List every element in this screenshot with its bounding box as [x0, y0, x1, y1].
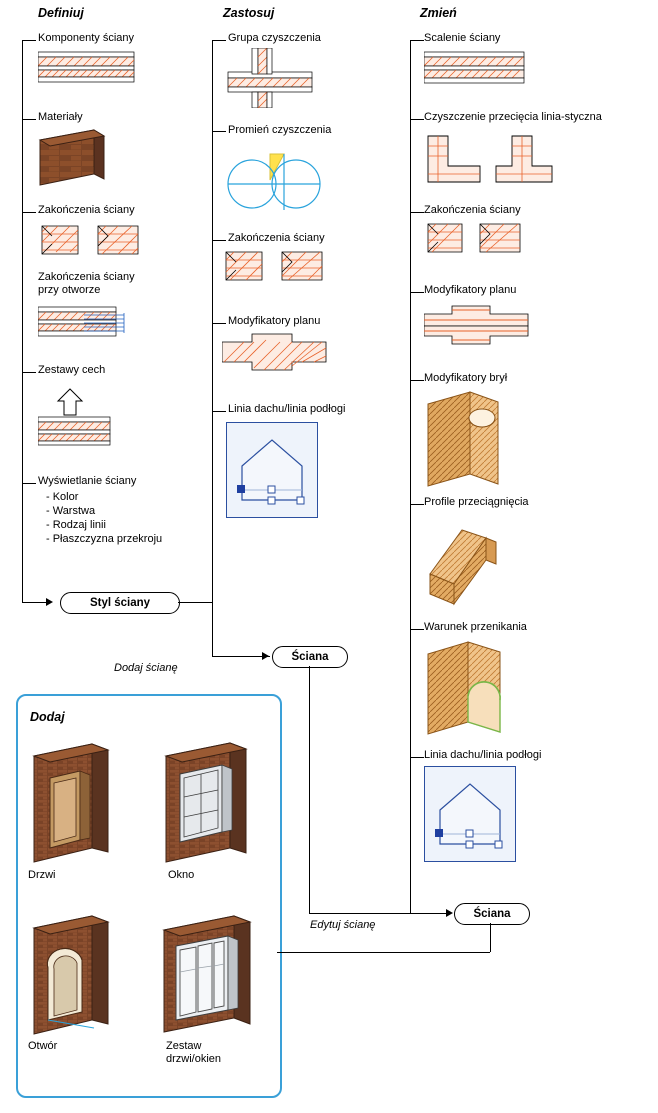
definiuj-branch-5: [22, 372, 36, 373]
wall-endcaps-icon-zastosuj: [222, 248, 332, 290]
plan-modifiers-icon-zmien: [424, 302, 532, 350]
wall-endcaps-icon: [38, 220, 148, 262]
zastosuj-item-label-1: Promień czyszczenia: [228, 124, 332, 136]
dodaj-item-label-1: Okno: [168, 869, 195, 881]
zmien-item-label-4: Modyfikatory brył: [424, 372, 508, 384]
brick-material-icon: [38, 128, 108, 188]
wall-opening-endcap-icon: [38, 303, 138, 349]
definiuj-to-node: [22, 602, 46, 603]
zmien-branch-6: [410, 504, 424, 505]
property-sets-icon: [38, 385, 118, 447]
zmien-item-label-7: Linia dachu/linia podłogi: [424, 749, 542, 761]
sciana-node-arrow-2: [446, 909, 453, 917]
zastosuj-branch-3: [212, 240, 226, 241]
dodaj-item-label-2: Otwór: [28, 1040, 58, 1052]
wall-merge-icon: [424, 48, 528, 88]
definiuj-item-label-5: Wyświetlanie ściany: [38, 475, 137, 487]
zastosuj-item-label-2: Zakończenia ściany: [228, 232, 325, 244]
wall-layers-icon: [38, 48, 138, 88]
node-sciana-1[interactable]: Ściana: [272, 646, 348, 668]
edge-label-edytuj-sciane: Edytuj ścianę: [310, 919, 376, 931]
zmien-branch-3: [410, 212, 424, 213]
zastosuj-branch-1: [212, 40, 226, 41]
definiuj-item-label-1: Materiały: [38, 111, 83, 123]
column-title-definiuj: Definiuj: [38, 6, 84, 20]
zastosuj-item-label-3: Modyfikatory planu: [228, 315, 321, 327]
wall-display-sub-3: - Płaszczyzna przekroju: [46, 533, 163, 545]
plan-modifiers-icon: [222, 332, 330, 376]
node-sciana-2[interactable]: Ściana: [454, 903, 530, 925]
zmien-item-label-2: Zakończenia ściany: [424, 204, 521, 216]
wall-endcaps-icon-zmien: [424, 220, 534, 262]
dodaj-item-label-3: Zestaw drzwi/okien: [166, 1040, 222, 1065]
definiuj-item-label-0: Komponenty ściany: [38, 32, 134, 44]
roofline-floorline-icon: [226, 422, 318, 518]
zastosuj-item-label-0: Grupa czyszczenia: [228, 32, 321, 44]
column-title-zastosuj: Zastosuj: [223, 6, 275, 20]
dodaj-to-sciana2-v: [490, 923, 491, 952]
cleanup-radius-icon: [222, 140, 332, 216]
zmien-branch-7: [410, 629, 424, 630]
door-thumbnail: [28, 740, 114, 865]
definiuj-node-arrow: [46, 598, 53, 606]
node-styl-sciany[interactable]: Styl ściany: [60, 592, 180, 614]
zmien-branch-5: [410, 380, 424, 381]
wall-display-sub-0: - Kolor: [46, 491, 79, 503]
dodaj-to-sciana2-h: [278, 952, 490, 953]
definiuj-spine: [22, 40, 23, 602]
definiuj-branch-1: [22, 40, 36, 41]
zmien-item-label-6: Warunek przenikania: [424, 621, 527, 633]
door-window-assembly-thumbnail: [158, 912, 258, 1037]
window-thumbnail: [160, 740, 256, 865]
definiuj-item-label-4: Zestawy cech: [38, 364, 106, 376]
zmien-to-node: [410, 913, 446, 914]
zmien-item-label-5: Profile przeciągnięcia: [424, 496, 529, 508]
roofline-floorline-icon-zmien: [424, 766, 516, 862]
zastosuj-branch-4: [212, 323, 226, 324]
definiuj-item-label-2: Zakończenia ściany: [38, 204, 135, 216]
dodaj-group-title: Dodaj: [30, 710, 65, 724]
interference-condition-icon: [424, 640, 520, 744]
zastosuj-branch-2: [212, 131, 226, 132]
zmien-spine: [410, 40, 411, 913]
zmien-item-label-1: Czyszczenie przecięcia linia-styczna: [424, 111, 602, 123]
definiuj-branch-2: [22, 119, 36, 120]
zmien-branch-1: [410, 40, 424, 41]
definiuj-branch-6: [22, 483, 36, 484]
line-tangent-cleanup-icon: [424, 132, 560, 188]
definiuj-item-label-3: Zakończenia ściany przy otworze: [38, 271, 135, 296]
zastosuj-branch-5: [212, 411, 226, 412]
cleanup-group-icon: [222, 48, 322, 108]
zastosuj-spine: [212, 40, 213, 656]
wall-display-sub-2: - Rodzaj linii: [46, 519, 106, 531]
styl-to-sciana-h: [178, 602, 212, 603]
edge-label-dodaj-sciane: Dodaj ścianę: [114, 662, 178, 674]
zmien-branch-4: [410, 292, 424, 293]
sciana1-down: [309, 666, 310, 913]
zmien-item-label-0: Scalenie ściany: [424, 32, 501, 44]
zmien-item-label-3: Modyfikatory planu: [424, 284, 517, 296]
definiuj-branch-3: [22, 212, 36, 213]
dodaj-item-label-0: Drzwi: [28, 869, 56, 881]
wall-display-sub-1: - Warstwa: [46, 505, 96, 517]
body-modifiers-icon: [424, 390, 506, 490]
opening-thumbnail: [28, 912, 120, 1037]
sweep-profiles-icon: [424, 516, 520, 616]
column-title-zmien: Zmień: [420, 6, 457, 20]
zmien-branch-8: [410, 757, 424, 758]
zastosuj-item-label-4: Linia dachu/linia podłogi: [228, 403, 346, 415]
zmien-branch-2: [410, 119, 424, 120]
sciana-node-arrow-1: [262, 652, 269, 660]
